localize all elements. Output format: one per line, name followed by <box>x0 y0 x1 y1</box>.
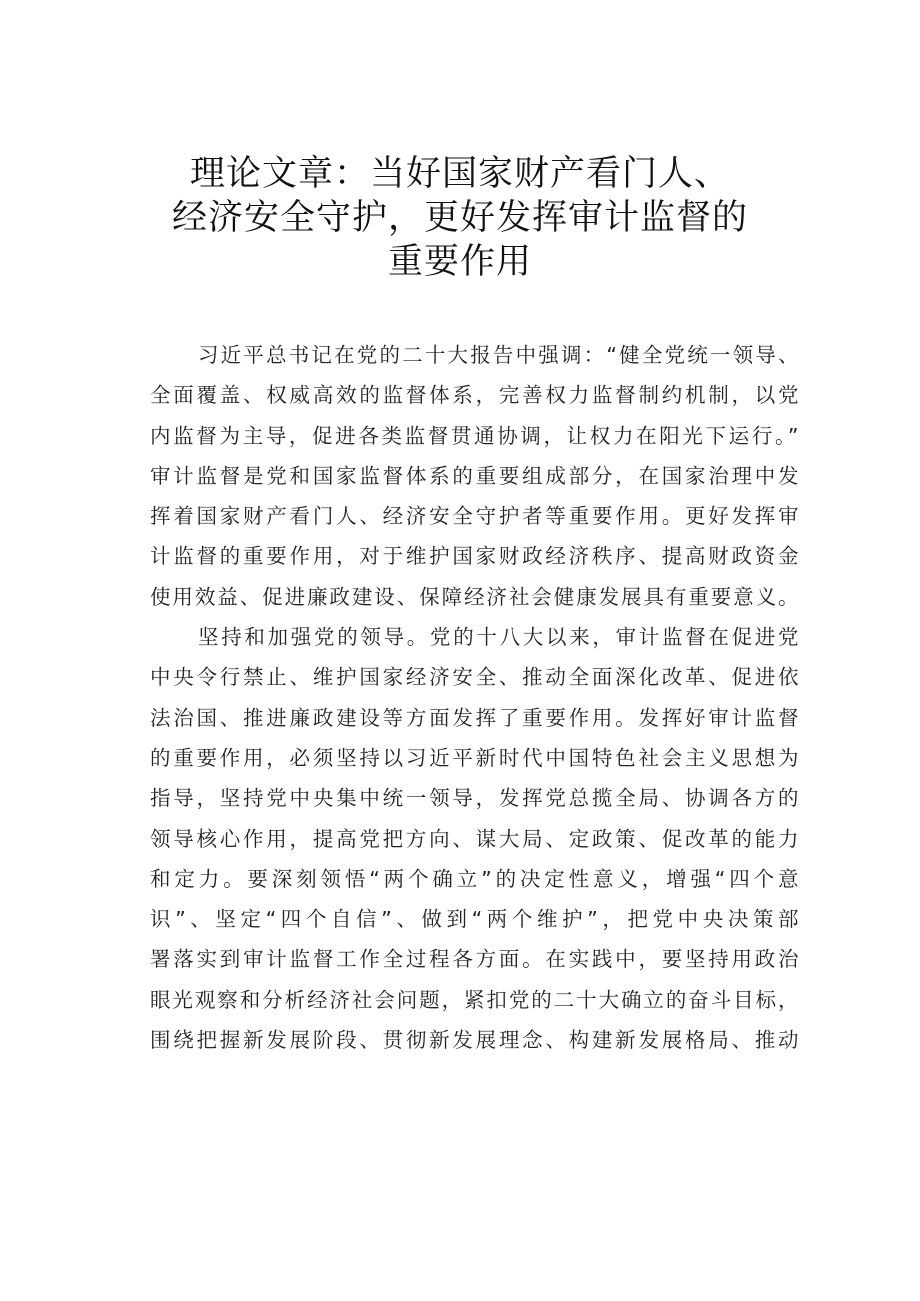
paragraph-2-line: 眼光观察和分析经济社会问题，紧扣党的二十大确立的奋斗目标， <box>150 987 800 1012</box>
title-line: 经济安全守护，更好发挥审计监督的 <box>171 198 748 238</box>
paragraph-2-line: 署落实到审计监督工作全过程各方面。在实践中，要坚持用政治 <box>150 947 800 972</box>
paragraph-1-line: 内监督为主导，促进各类监督贯通协调，让权力在阳光下运行。” <box>150 423 800 448</box>
paragraph-2-line: 围绕把握新发展阶段、贯彻新发展理念、构建新发展格局、推动 <box>150 1028 800 1053</box>
paragraph-1-line: 全面覆盖、权威高效的监督体系，完善权力监督制约机制，以党 <box>150 383 800 408</box>
article-body <box>150 335 800 1060</box>
paragraph-1-line: 挥着国家财产看门人、经济安全守护者等重要作用。更好发挥审 <box>150 504 800 529</box>
title-line: 理论文章：当好国家财产看门人、 <box>189 154 730 194</box>
paragraph-2-line: 和定力。要深刻领悟“两个确立”的决定性意义，增强“四个意 <box>150 866 800 891</box>
title-line: 重要作用 <box>387 242 532 282</box>
article-title <box>120 152 800 284</box>
paragraph-2-line: 的重要作用，必须坚持以习近平新时代中国特色社会主义思想为 <box>150 745 800 770</box>
paragraph-1-line: 习近平总书记在党的二十大报告中强调：“健全党统一领导、 <box>198 343 800 367</box>
paragraph-2-line: 法治国、推进廉政建设等方面发挥了重要作用。发挥好审计监督 <box>150 705 800 730</box>
paragraph-1-line: 审计监督是党和国家监督体系的重要组成部分，在国家治理中发 <box>150 463 800 488</box>
paragraph-2-line: 中央令行禁止、维护国家经济安全、推动全面深化改革、促进依 <box>150 665 800 690</box>
paragraph-2-line: 识”、坚定“四个自信”、做到“两个维护”，把党中央决策部 <box>150 907 800 932</box>
paragraph-2-line: 坚持和加强党的领导。党的十八大以来，审计监督在促进党 <box>198 625 800 650</box>
paragraph-1-line: 使用效益、促进廉政建设、保障经济社会健康发展具有重要意义。 <box>150 584 800 609</box>
paragraph-1-line: 计监督的重要作用，对于维护国家财政经济秩序、提高财政资金 <box>150 544 800 569</box>
paragraph-2-line: 领导核心作用，提高党把方向、谋大局、定政策、促改革的能力 <box>150 826 800 851</box>
paragraph-2-line: 指导，坚持党中央集中统一领导，发挥党总揽全局、协调各方的 <box>150 786 800 811</box>
